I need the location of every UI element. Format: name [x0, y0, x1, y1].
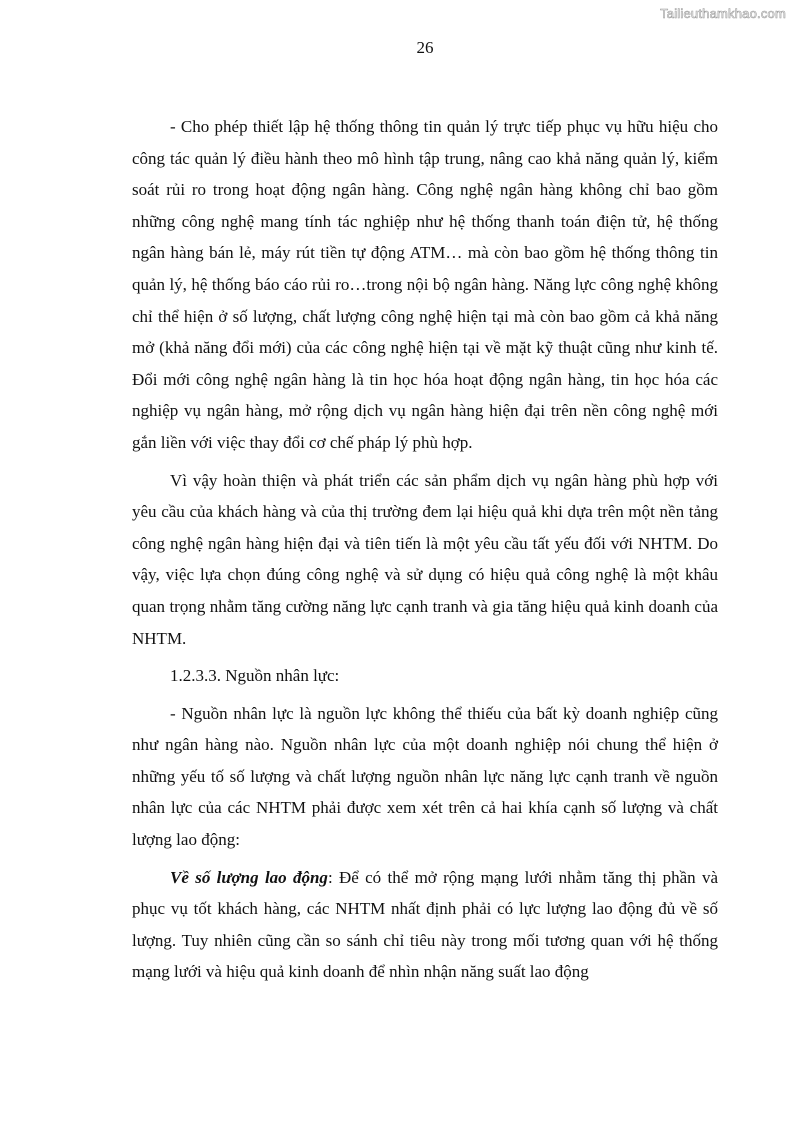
paragraph-labor-quantity-text: : Để có thể mở rộng mạng lưới nhằm tăng thị phần và phục vụ tốt khách hàng, các NHTM nhất định phải có lực lượng lao động đủ về số lượng. Tuy nhiên cũng cần so sánh chỉ tiêu này trong mối tương quan với hệ thống mạng lưới và hiệu quả kinh doanh để nhìn nhận năng suất lao động — [132, 867, 718, 982]
paragraph-technology-conclusion: Vì vậy hoàn thiện và phát triển các sản phẩm dịch vụ ngân hàng phù hợp với yêu cầu của khách hàng và của thị trường đem lại hiệu quả khi dựa trên một nền tảng công nghệ ngân hàng hiện đại và tiên tiến là một yêu cầu tất yếu đối với NHTM. Do vậy, việc lựa chọn đúng công nghệ và sử dụng có hiệu quả công nghệ là một khâu quan trọng nhằm tăng cường năng lực cạnh tranh và gia tăng hiệu quả kinh doanh của NHTM. — [132, 470, 718, 648]
paragraph-labor-quantity — [132, 862, 718, 988]
document-body — [132, 111, 718, 988]
section-heading-human-resources: 1.2.3.3. Nguồn nhân lực: — [170, 666, 340, 686]
page-number: 26 — [416, 38, 434, 57]
paragraph-lead-term: Về số lượng lao động — [170, 867, 328, 887]
watermark-text: Tailieuthamkhao.com — [660, 6, 786, 21]
paragraph-technology-benefits: - Cho phép thiết lập hệ thống thông tin quản lý trực tiếp phục vụ hữu hiệu cho công tác quản lý điều hành theo mô hình tập trung, nâng cao khả năng quản lý, kiểm soát rủi ro trong hoạt động ngân hàng. Công nghệ ngân hàng không chỉ bao gồm những công nghệ mang tính tác nghiệp như hệ thống thanh toán điện tử, hệ thống ngân hàng bán lẻ, máy rút tiền tự động ATM… mà còn bao gồm hệ thống thông tin quản lý, hệ thống báo cáo rủi ro…trong nội bộ ngân hàng. Năng lực công nghệ không chỉ thể hiện ở số lượng, chất lượng công nghệ hiện tại mà còn bao gồm cả khả năng mở (khả năng đổi mới) của các công nghệ hiện tại về mặt kỹ thuật cũng như kinh tế. Đổi mới công nghệ ngân hàng là tin học hóa hoạt động ngân hàng, tin học hóa các nghiệp vụ ngân hàng, mở rộng dịch vụ ngân hàng hiện đại trên nền công nghệ mới gắn liền với việc thay đổi cơ chế pháp lý phù hợp. — [132, 117, 718, 452]
paragraph-human-resources-intro: - Nguồn nhân lực là nguồn lực không thể thiếu của bất kỳ doanh nghiệp cũng như ngân hàng nào. Nguồn nhân lực của một doanh nghiệp nói chung thể hiện ở những yếu tố số lượng và chất lượng nguồn nhân lực năng lực cạnh tranh về nguồn nhân lực của các NHTM phải được xem xét trên cả hai khía cạnh số lượng và chất lượng lao động: — [132, 703, 718, 850]
